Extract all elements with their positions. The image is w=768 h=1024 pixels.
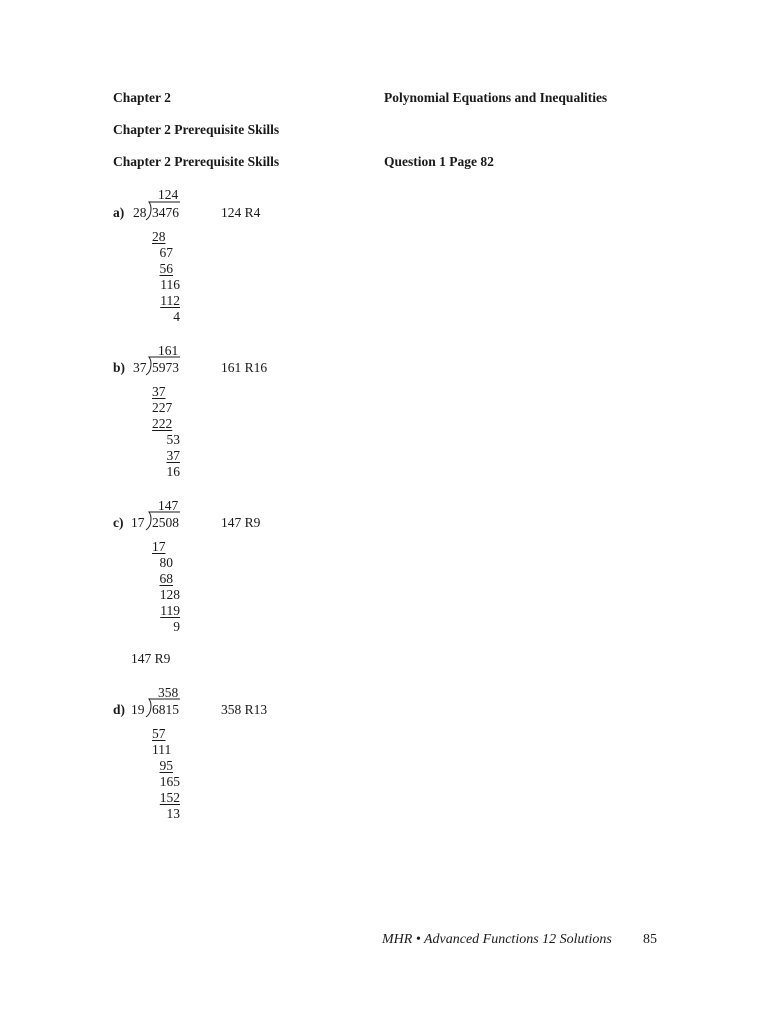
quotient: 358 xyxy=(158,685,179,700)
step-line: 57 xyxy=(152,726,166,741)
answer: 147 R9 xyxy=(221,515,261,530)
step-line: 37 xyxy=(152,384,166,399)
step-line: 119 xyxy=(160,603,180,618)
chapter-subtitle: Polynomial Equations and Inequalities xyxy=(384,90,608,105)
problem-label: a) xyxy=(113,205,125,220)
quotient: 147 xyxy=(158,498,179,513)
remainder: 9 xyxy=(173,619,180,634)
step-line: 222 xyxy=(152,416,173,431)
answer: 161 R16 xyxy=(221,360,268,375)
dividend: 5973 xyxy=(152,360,179,375)
dividend: 3476 xyxy=(152,205,179,220)
step-line: 152 xyxy=(159,790,180,805)
section-heading: Chapter 2 Prerequisite Skills xyxy=(113,122,280,137)
divisor: 37 xyxy=(133,360,147,375)
step-line: 37 xyxy=(166,448,180,463)
section-heading-repeat: Chapter 2 Prerequisite Skills xyxy=(113,154,280,169)
problem-label: c) xyxy=(113,515,124,530)
step-line: 67 xyxy=(159,245,173,260)
dividend: 6815 xyxy=(152,702,179,717)
divisor: 17 xyxy=(131,515,145,530)
footer-source: MHR • Advanced Functions 12 Solutions xyxy=(382,932,612,947)
step-line: 53 xyxy=(166,432,180,447)
restated-answer: 147 R9 xyxy=(131,651,171,666)
step-line: 112 xyxy=(160,293,180,308)
remainder: 16 xyxy=(166,464,180,479)
step-line: 56 xyxy=(159,261,173,276)
step-line: 95 xyxy=(159,758,173,773)
divisor: 19 xyxy=(131,702,145,717)
remainder: 4 xyxy=(173,309,180,324)
step-line: 227 xyxy=(152,400,173,415)
step-line: 17 xyxy=(152,539,166,554)
dividend: 2508 xyxy=(152,515,179,530)
step-line: 68 xyxy=(159,571,173,586)
problem-label: d) xyxy=(113,702,126,717)
quotient: 124 xyxy=(158,187,179,202)
problem-label: b) xyxy=(113,360,126,375)
quotient: 161 xyxy=(158,343,179,358)
step-line: 80 xyxy=(159,555,173,570)
divisor: 28 xyxy=(133,205,147,220)
step-line: 28 xyxy=(152,229,166,244)
answer: 124 R4 xyxy=(221,205,261,220)
remainder: 13 xyxy=(166,806,180,821)
step-line: 128 xyxy=(159,587,180,602)
answer: 358 R13 xyxy=(221,702,268,717)
chapter-title: Chapter 2 xyxy=(113,90,171,105)
step-line: 165 xyxy=(159,774,180,789)
step-line: 116 xyxy=(160,277,180,292)
step-line: 111 xyxy=(152,742,172,757)
question-reference: Question 1 Page 82 xyxy=(384,154,494,169)
page-number: 85 xyxy=(643,932,657,947)
